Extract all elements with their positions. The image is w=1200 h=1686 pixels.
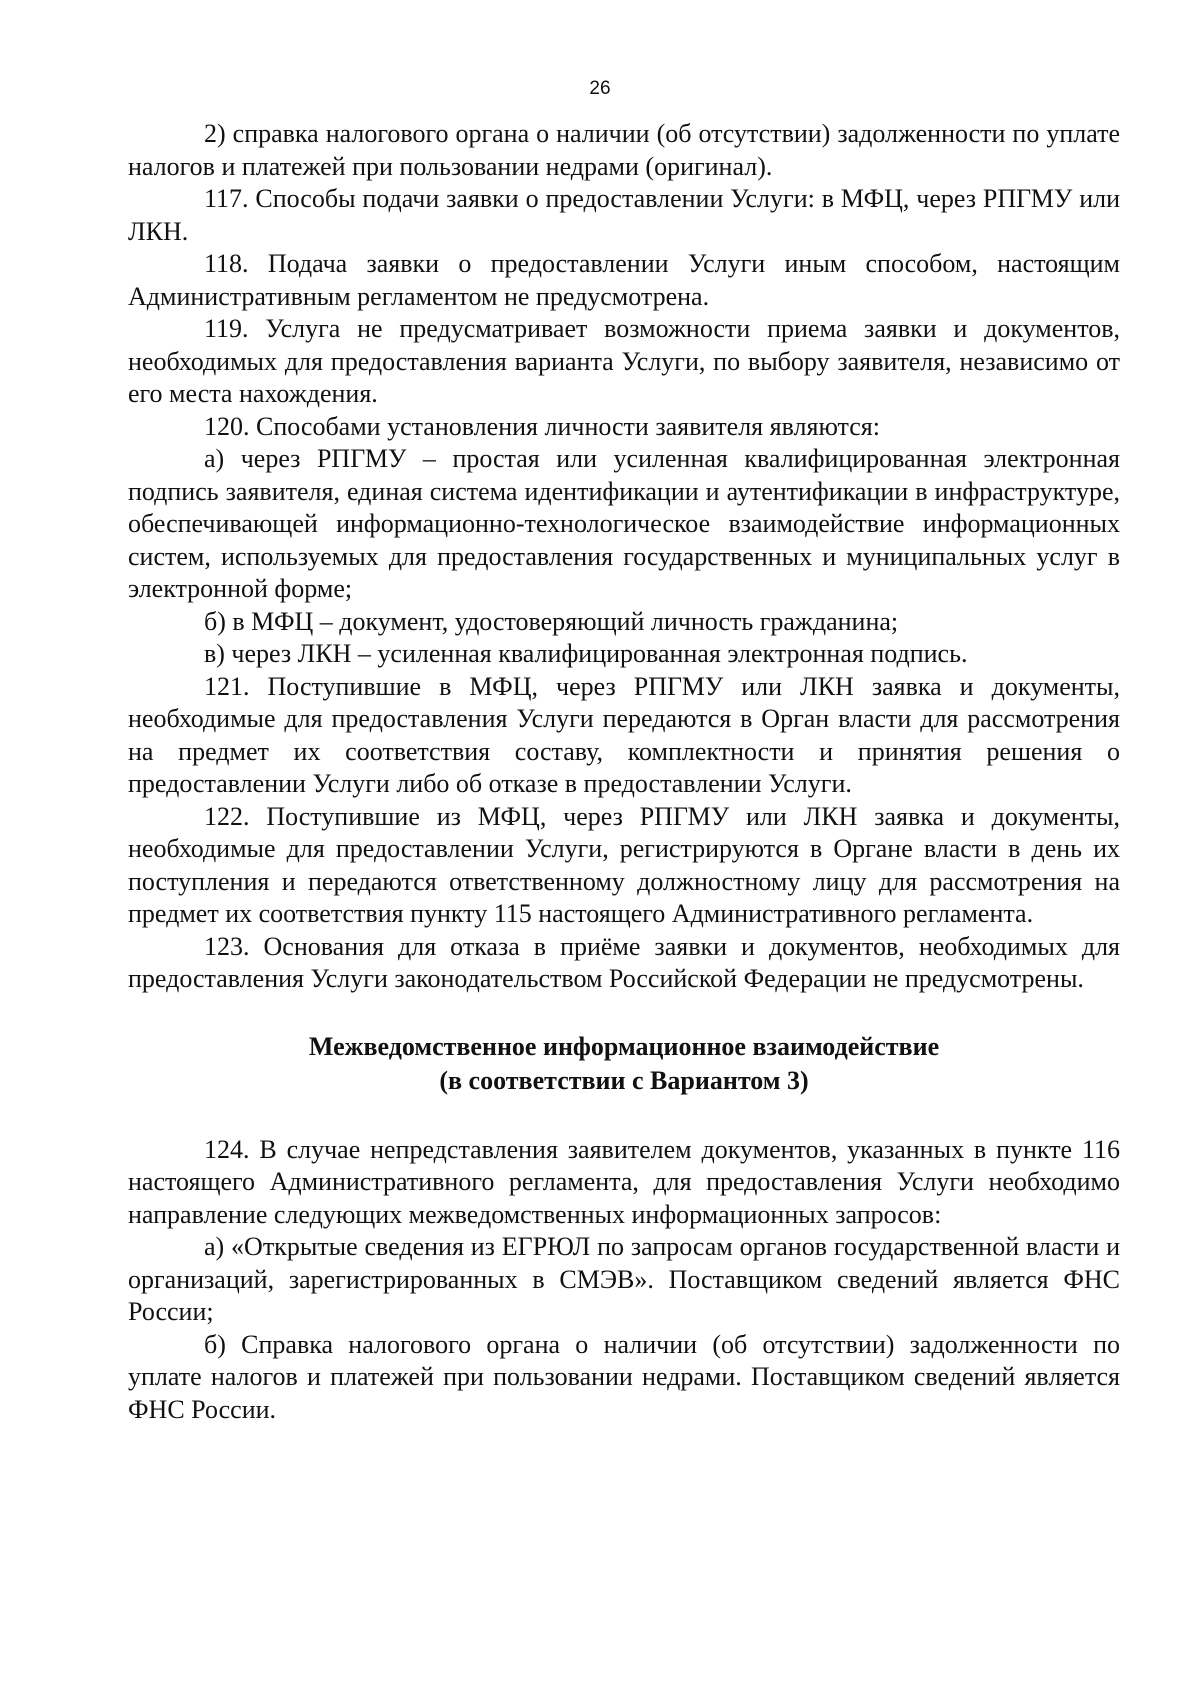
paragraph-116-item-2: 2) справка налогового органа о наличии (об отсутствии) задолженности по уплате налогов и платежей при пользовании недрами (оригинал). <box>128 119 1120 181</box>
paragraph-119: 119. Услуга не предусматривает возможности приема заявки и документов, необходимых для предоставления варианта Услуги, по выбору заявителя, независимо от его места нахождения. <box>128 314 1120 408</box>
paragraph-118: 118. Подача заявки о предоставлении Услуги иным способом, настоящим Административным регламентом не предусмотрена. <box>128 249 1120 311</box>
document-body <box>128 118 1120 1426</box>
paragraph-124-item-b: б) Справка налогового органа о наличии (об отсутствии) задолженности по уплате налогов и платежей при пользовании недрами. Поставщиком сведений является ФНС России. <box>128 1329 1120 1424</box>
paragraph-117: 117. Способы подачи заявки о предоставлении Услуги: в МФЦ, через РПГМУ или ЛКН. <box>128 184 1120 246</box>
paragraph-121: 121. Поступившие в МФЦ, через РПГМУ или ЛКН заявка и документы, необходимые для предоставления Услуги передаются в Орган власти для рассмотрения на предмет их соответствия составу, комплектности и принятия решения о предоставлении Услуги либо об отказе в предоставлении Услуги. <box>128 671 1120 798</box>
paragraph-122: 122. Поступившие из МФЦ, через РПГМУ или ЛКН заявка и документы, необходимые для предоставлении Услуги, регистрируются в Органе власти в день их поступления и передаются ответственному должностному лицу для рассмотрения на предмет их соответствия пункту 115 настоящего Административного регламента. <box>128 801 1120 928</box>
paragraph-120-item-v: в) через ЛКН – усиленная квалифицированная электронная подпись. <box>204 639 968 668</box>
paragraph-123: 123. Основания для отказа в приёме заявки и документов, необходимых для предоставления Услуги законодательством Российской Федерации не предусмотрены. <box>128 931 1120 993</box>
paragraph-120-item-a: а) через РПГМУ – простая или усиленная квалифицированная электронная подпись заявителя, единая система идентификации и аутентификации в инфраструктуре, обеспечивающей информационно-технологическое взаимодействие информационных систем, используемых для предоставления государственных и муниципальных услуг в электронной форме; <box>128 444 1120 603</box>
page-number: 26 <box>589 78 611 99</box>
section-heading-line2: (в соответствии с Вариантом 3) <box>439 1065 809 1095</box>
paragraph-124-item-a: а) «Открытые сведения из ЕГРЮЛ по запросам органов государственной власти и организаций, зарегистрированных в СМЭВ». Поставщиком сведений является ФНС России; <box>128 1232 1120 1326</box>
section-heading-line1: Межведомственное информационное взаимодействие <box>308 1031 940 1061</box>
paragraph-120-item-b: б) в МФЦ – документ, удостоверяющий личность гражданина; <box>204 606 899 636</box>
section-heading <box>128 1030 1120 1098</box>
paragraph-120: 120. Способами установления личности заявителя являются: <box>204 411 880 441</box>
paragraph-124: 124. В случае непредставления заявителем документов, указанных в пункте 116 настоящего Административного регламента, для предоставления Услуги необходимо направление следующих межведомственных информационных запросов: <box>128 1134 1120 1229</box>
